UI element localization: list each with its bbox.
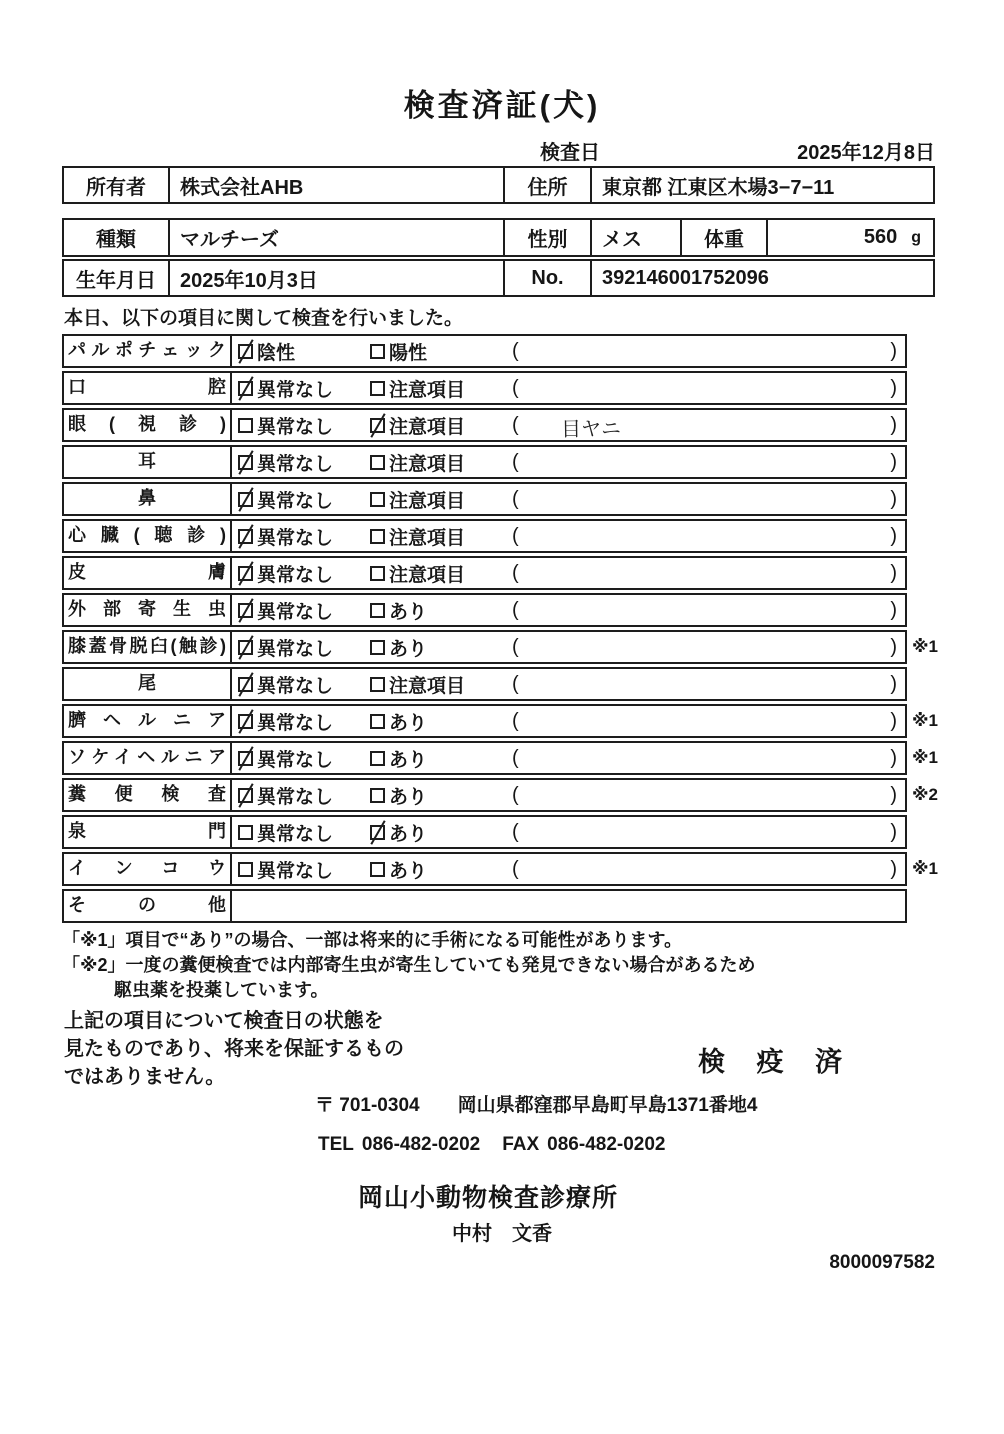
clinic-name: 岡山小動物検査診療所 xyxy=(358,1184,619,1212)
quarantine-stamp: 検 疫 済 xyxy=(698,1047,855,1077)
disclaimer-line-1: 上記の項目について検査日の状態を xyxy=(64,1010,384,1032)
note-paren-close: ) xyxy=(890,413,897,436)
checkbox-icon xyxy=(370,751,385,766)
exam-item-label: 外部寄生虫 xyxy=(64,595,232,625)
checkbox-icon xyxy=(238,714,253,729)
exam-item-body xyxy=(232,780,905,810)
note-paren-open: ( xyxy=(512,783,519,806)
checkbox-icon xyxy=(238,751,253,766)
handwritten-note xyxy=(519,459,891,464)
result-option-1-label: 異常なし xyxy=(257,749,334,771)
page-title: 検査済証(犬) xyxy=(403,88,601,123)
footnote-2: 「※2」一度の糞便検査では内部寄生虫が寄生していても発見できない場合があるため xyxy=(62,955,756,975)
result-option-1 xyxy=(238,338,370,365)
note-paren-open: ( xyxy=(512,487,519,510)
exam-item-label: 眼(視診) xyxy=(64,410,232,440)
exam-table-row xyxy=(62,852,938,886)
checkbox-icon xyxy=(238,381,253,396)
result-option-2 xyxy=(370,338,506,365)
result-option-2-label: あり xyxy=(389,860,428,882)
checkbox-icon xyxy=(238,603,253,618)
exam-item-label: 糞便検査 xyxy=(64,780,232,810)
exam-table-row xyxy=(62,704,938,738)
note-paren-open: ( xyxy=(512,635,519,658)
checkbox-icon xyxy=(370,566,385,581)
exam-item-body xyxy=(232,595,905,625)
footnote-ref: ※2 xyxy=(912,785,938,804)
exam-item-label: 皮膚 xyxy=(64,558,232,588)
exam-item-label: 耳 xyxy=(64,447,232,477)
checkbox-icon xyxy=(238,455,253,470)
result-option-1 xyxy=(238,560,370,587)
result-option-1-label: 異常なし xyxy=(257,823,334,845)
exam-table-row xyxy=(62,667,907,701)
note-paren-open: ( xyxy=(512,857,519,880)
checkbox-icon xyxy=(238,418,253,433)
tel-number: 086-482-0202 xyxy=(361,1134,481,1155)
checkbox-icon xyxy=(238,492,253,507)
result-option-2 xyxy=(370,412,506,439)
exam-item-label: インコウ xyxy=(64,854,232,884)
exam-date-row xyxy=(540,136,935,165)
result-option-1 xyxy=(238,486,370,513)
note-paren-open: ( xyxy=(512,524,519,547)
note-paren-close: ) xyxy=(890,635,897,658)
sex-value: メス xyxy=(592,220,682,255)
result-option-1-label: 異常なし xyxy=(257,527,334,549)
checkbox-icon xyxy=(238,788,253,803)
weight-value: 560 xyxy=(863,226,898,248)
note-paren-open: ( xyxy=(512,820,519,843)
exam-item-body xyxy=(232,558,905,588)
result-option-2-label: 注意項目 xyxy=(389,490,466,512)
result-option-1 xyxy=(238,671,370,698)
result-option-2-label: あり xyxy=(389,823,428,845)
disclaimer xyxy=(64,1007,404,1091)
note-paren-close: ) xyxy=(890,746,897,769)
weight-unit: g xyxy=(911,228,921,246)
result-option-2 xyxy=(370,560,506,587)
checkbox-icon xyxy=(370,640,385,655)
footnote-1: 「※1」項目で“あり”の場合、一部は将来的に手術になる可能性があります。 xyxy=(62,930,683,950)
exam-table-row xyxy=(62,889,907,923)
result-option-2-label: あり xyxy=(389,749,428,771)
checkbox-icon xyxy=(238,677,253,692)
examiner-name: 中村 文香 xyxy=(452,1223,552,1245)
result-option-2 xyxy=(370,634,506,661)
result-option-1 xyxy=(238,634,370,661)
exam-item-body xyxy=(232,632,905,662)
handwritten-note xyxy=(519,570,891,575)
result-option-1 xyxy=(238,819,370,846)
exam-item-body xyxy=(232,706,905,736)
result-option-2 xyxy=(370,375,506,402)
result-option-1-label: 異常なし xyxy=(257,712,334,734)
exam-table-row xyxy=(62,334,907,368)
checkbox-icon xyxy=(370,529,385,544)
exam-item-label: その他 xyxy=(64,891,232,921)
species-row xyxy=(62,218,935,257)
note-paren-open: ( xyxy=(512,413,519,436)
exam-item-body xyxy=(232,521,905,551)
checkbox-icon xyxy=(370,862,385,877)
checkbox-icon xyxy=(370,492,385,507)
birthdate-value: 2025年10月3日 xyxy=(170,261,505,295)
checkbox-icon xyxy=(370,418,385,433)
checkbox-icon xyxy=(238,825,253,840)
note-paren-close: ) xyxy=(890,857,897,880)
result-option-1-label: 異常なし xyxy=(257,786,334,808)
exam-item-label: ソケイヘルニア xyxy=(64,743,232,773)
note-paren-close: ) xyxy=(890,376,897,399)
exam-item-label: 鼻 xyxy=(64,484,232,514)
weight-label: 体重 xyxy=(682,220,768,255)
handwritten-note xyxy=(519,829,891,834)
disclaimer-line-3: ではありません。 xyxy=(64,1066,226,1088)
handwritten-note xyxy=(519,792,891,797)
checkbox-icon xyxy=(370,603,385,618)
checkbox-icon xyxy=(370,788,385,803)
checkbox-icon xyxy=(238,862,253,877)
note-paren-open: ( xyxy=(512,672,519,695)
exam-table-row xyxy=(62,482,907,516)
clinic-tel-line xyxy=(318,1134,666,1156)
note-paren-close: ) xyxy=(890,339,897,362)
note-paren-open: ( xyxy=(512,561,519,584)
result-option-2 xyxy=(370,486,506,513)
disclaimer-line-2: 見たものであり、将来を保証するもの xyxy=(64,1038,404,1060)
result-option-2 xyxy=(370,745,506,772)
result-option-1 xyxy=(238,449,370,476)
note-paren-close: ) xyxy=(890,450,897,473)
clinic-address: 岡山県都窪郡早島町早島1371番地4 xyxy=(457,1095,758,1116)
checkbox-icon xyxy=(238,344,253,359)
exam-table-row xyxy=(62,556,907,590)
result-option-1 xyxy=(238,375,370,402)
clinic-postal-code: 〒 701-0304 xyxy=(315,1095,420,1116)
result-option-2 xyxy=(370,449,506,476)
result-option-1 xyxy=(238,523,370,550)
result-option-2 xyxy=(370,819,506,846)
result-option-1-label: 陰性 xyxy=(257,342,296,364)
result-option-1-label: 異常なし xyxy=(257,601,334,623)
intro-text: 本日、以下の項目に関して検査を行いました。 xyxy=(64,308,464,329)
exam-table-row xyxy=(62,593,907,627)
footnote-2-continued: 駆虫薬を投薬しています。 xyxy=(114,980,329,1000)
result-option-1 xyxy=(238,745,370,772)
note-paren-close: ) xyxy=(890,487,897,510)
checkbox-icon xyxy=(370,714,385,729)
result-option-1-label: 異常なし xyxy=(257,564,334,586)
checkbox-icon xyxy=(370,825,385,840)
fax-number: 086-482-0202 xyxy=(547,1134,666,1155)
checkbox-icon xyxy=(238,566,253,581)
note-paren-open: ( xyxy=(512,450,519,473)
number-label: No. xyxy=(505,261,592,295)
result-option-2-label: 注意項目 xyxy=(389,416,466,438)
checkbox-icon xyxy=(370,677,385,692)
result-option-2-label: 注意項目 xyxy=(389,564,466,586)
clinic-postal-line xyxy=(315,1090,757,1117)
handwritten-note xyxy=(519,681,891,686)
result-option-1 xyxy=(238,412,370,439)
result-option-1-label: 異常なし xyxy=(257,638,334,660)
checkbox-icon xyxy=(370,455,385,470)
handwritten-note xyxy=(519,607,891,612)
handwritten-note xyxy=(519,496,891,501)
address-value: 東京都 江東区木場3−7−11 xyxy=(602,176,835,199)
footnote-ref: ※1 xyxy=(912,859,938,878)
handwritten-note: 目ヤニ xyxy=(560,417,621,441)
handwritten-note xyxy=(519,348,891,353)
birthdate-row xyxy=(62,259,935,297)
address-label: 住所 xyxy=(505,168,592,202)
footnote-ref: ※1 xyxy=(912,711,938,730)
note-paren-close: ) xyxy=(890,561,897,584)
exam-item-label: 口腔 xyxy=(64,373,232,403)
note-paren-close: ) xyxy=(890,672,897,695)
exam-item-body xyxy=(232,743,905,773)
result-option-2-label: 注意項目 xyxy=(389,675,466,697)
breed-label: 種類 xyxy=(64,220,170,255)
owner-row xyxy=(62,166,935,204)
exam-item-label: 膝蓋骨脱臼(触診) xyxy=(64,632,232,662)
exam-item-body xyxy=(232,410,905,440)
exam-table-row xyxy=(62,445,907,479)
exam-table xyxy=(62,334,938,926)
breed-value: マルチーズ xyxy=(170,220,505,255)
note-paren-close: ) xyxy=(890,598,897,621)
exam-item-label: 尾 xyxy=(64,669,232,699)
exam-table-row xyxy=(62,741,938,775)
note-paren-open: ( xyxy=(512,339,519,362)
footnotes xyxy=(62,928,756,1003)
handwritten-note xyxy=(519,755,891,760)
result-option-2 xyxy=(370,671,506,698)
result-option-2 xyxy=(370,708,506,735)
result-option-1 xyxy=(238,708,370,735)
result-option-2-label: 注意項目 xyxy=(389,379,466,401)
result-option-1-label: 異常なし xyxy=(257,675,334,697)
result-option-1-label: 異常なし xyxy=(257,860,334,882)
exam-item-body xyxy=(232,484,905,514)
exam-item-body xyxy=(232,669,905,699)
note-paren-open: ( xyxy=(512,709,519,732)
result-option-1-label: 異常なし xyxy=(257,453,334,475)
note-paren-close: ) xyxy=(890,524,897,547)
result-option-2-label: 注意項目 xyxy=(389,527,466,549)
exam-item-label: 臍ヘルニア xyxy=(64,706,232,736)
result-option-2 xyxy=(370,782,506,809)
checkbox-icon xyxy=(370,381,385,396)
result-option-2 xyxy=(370,523,506,550)
result-option-2-label: あり xyxy=(389,786,428,808)
checkbox-icon xyxy=(238,640,253,655)
exam-table-row xyxy=(62,778,938,812)
exam-table-row xyxy=(62,815,907,849)
result-option-1-label: 異常なし xyxy=(257,416,334,438)
exam-table-row xyxy=(62,630,938,664)
handwritten-note xyxy=(519,644,891,649)
result-option-2-label: 陽性 xyxy=(389,342,428,364)
exam-item-body xyxy=(232,373,905,403)
result-option-2-label: あり xyxy=(389,712,428,734)
note-paren-close: ) xyxy=(890,709,897,732)
note-paren-open: ( xyxy=(512,746,519,769)
owner-value: 株式会社AHB xyxy=(170,168,505,202)
exam-item-label: 泉門 xyxy=(64,817,232,847)
exam-item-body xyxy=(232,447,905,477)
birthdate-label: 生年月日 xyxy=(64,261,170,295)
exam-date-value: 2025年12月8日 xyxy=(797,142,935,164)
result-option-2 xyxy=(370,597,506,624)
footnote-ref: ※1 xyxy=(912,748,938,767)
handwritten-note xyxy=(519,718,891,723)
exam-item-body xyxy=(232,854,905,884)
checkbox-icon xyxy=(238,529,253,544)
result-option-2 xyxy=(370,856,506,883)
result-option-2-label: あり xyxy=(389,601,428,623)
note-paren-open: ( xyxy=(512,376,519,399)
checkbox-icon xyxy=(370,344,385,359)
document-code: 8000097582 xyxy=(829,1252,935,1273)
exam-item-body xyxy=(232,336,905,366)
result-option-1 xyxy=(238,597,370,624)
exam-item-body xyxy=(232,817,905,847)
sex-label: 性別 xyxy=(505,220,592,255)
result-option-1 xyxy=(238,782,370,809)
tel-label: TEL xyxy=(318,1134,354,1155)
result-option-1 xyxy=(238,856,370,883)
owner-label: 所有者 xyxy=(64,168,170,202)
result-option-1-label: 異常なし xyxy=(257,490,334,512)
handwritten-note xyxy=(519,385,891,390)
fax-group xyxy=(502,1134,665,1156)
exam-date-label: 検査日 xyxy=(540,142,600,164)
note-paren-open: ( xyxy=(512,598,519,621)
fax-label: FAX xyxy=(502,1134,540,1155)
footnote-ref: ※1 xyxy=(912,637,938,656)
number-value: 392146001752096 xyxy=(602,266,769,289)
exam-item-body xyxy=(232,891,905,921)
handwritten-note xyxy=(519,866,891,871)
exam-item-label: 心臓(聴診) xyxy=(64,521,232,551)
exam-item-label: パルポチェック xyxy=(64,336,232,366)
note-paren-close: ) xyxy=(890,820,897,843)
exam-table-row xyxy=(62,519,907,553)
result-option-2-label: あり xyxy=(389,638,428,660)
exam-table-row xyxy=(62,408,907,442)
result-option-1-label: 異常なし xyxy=(257,379,334,401)
handwritten-note xyxy=(519,533,891,538)
weight-value-cell xyxy=(768,220,933,255)
result-option-2-label: 注意項目 xyxy=(389,453,466,475)
note-paren-close: ) xyxy=(890,783,897,806)
exam-table-row xyxy=(62,371,907,405)
